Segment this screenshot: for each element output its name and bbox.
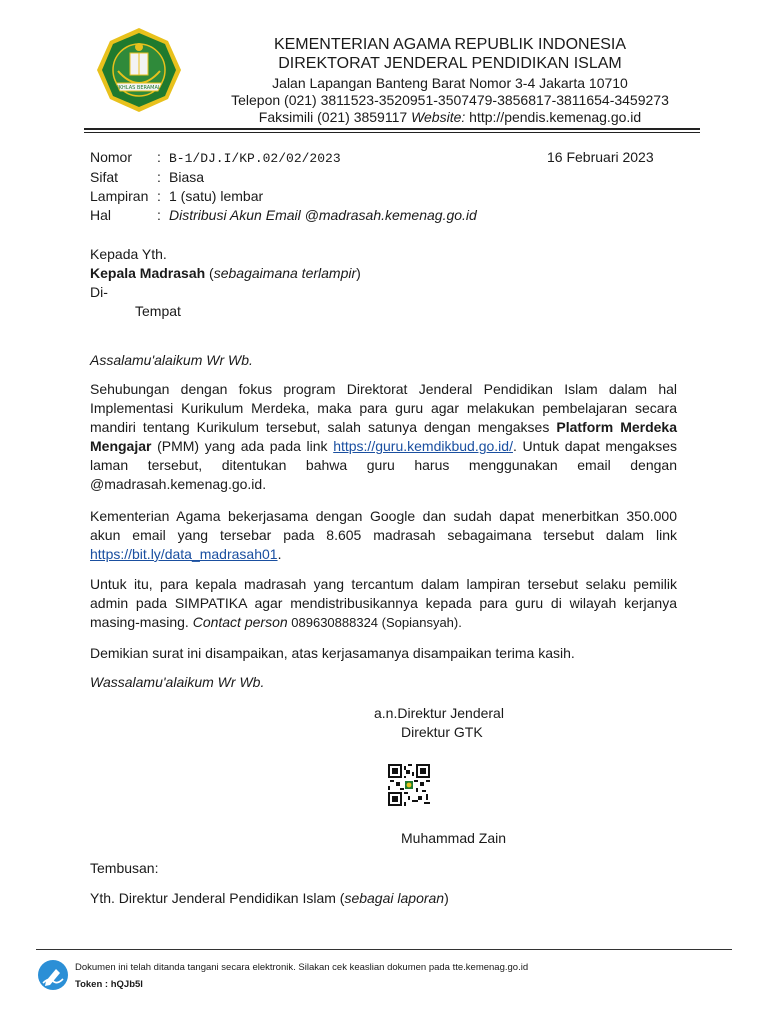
- contact-person-label: Contact person: [192, 614, 288, 630]
- footer-token: Token : hQJb5l: [75, 979, 143, 990]
- website-label: Website:: [411, 109, 466, 125]
- meta-sifat: Sifat : Biasa: [90, 169, 205, 185]
- website-url[interactable]: http://pendis.kemenag.go.id: [465, 109, 642, 125]
- recipient-line: Kepala Madrasah (sebagaimana terlampir): [90, 265, 361, 281]
- meta-lampiran: Lampiran : 1 (satu) lembar: [90, 188, 264, 204]
- fax-website-line: [200, 109, 700, 126]
- pmm-bold: Platform Merdeka Mengajar: [90, 419, 677, 454]
- fax-text: Faksimili (021) 3859117: [258, 109, 412, 125]
- nomor-label: Nomor: [90, 149, 133, 165]
- lampiran-value: 1 (satu) lembar: [169, 188, 264, 204]
- footer-rule: [36, 949, 732, 950]
- ministry-name: KEMENTERIAN AGAMA REPUBLIK INDONESIA: [273, 36, 627, 53]
- salam-closing: Wassalamu'alaikum Wr Wb.: [90, 674, 265, 690]
- paragraph-2: Kementerian Agama bekerjasama dengan Google dan sudah dapat menerbitkan 350.000 akun email yang tersebar pada 8.605 madrasah sebagaimana tersebut dalam link https://bit.ly/data_madrasah01.: [90, 508, 677, 562]
- signature-an: a.n.Direktur Jenderal: [374, 705, 504, 721]
- signature-position: Direktur GTK: [401, 724, 483, 740]
- recipient-title: Kepala Madrasah: [90, 265, 206, 281]
- header-rule: [84, 128, 700, 130]
- salam-opening: Assalamu'alaikum Wr Wb.: [90, 352, 253, 368]
- header-rule-thin: [84, 132, 700, 133]
- tembusan-item: Yth. Direktur Jenderal Pendidikan Islam (sebagai laporan): [90, 890, 449, 906]
- letter-date: 16 Februari 2023: [547, 149, 654, 165]
- paragraph-4: Demikian surat ini disampaikan, atas kerjasamanya disampaikan terima kasih.: [90, 645, 575, 661]
- directorate-name: DIREKTORAT JENDERAL PENDIDIKAN ISLAM: [278, 55, 622, 72]
- footer-note: Dokumen ini telah ditanda tangani secara elektronik. Silakan cek keaslian dokumen pada tte.kemenag.go.id: [75, 962, 529, 973]
- paragraph-3: Untuk itu, para kepala madrasah yang tercantum dalam lampiran tersebut selaku pemilik admin pada SIMPATIKA agar mendistribusikannya kepada para guru di wilayah kerjanya masing-masing. Contact person 089630888324 (Sopiansyah).: [90, 576, 677, 630]
- address-line: Jalan Lapangan Banteng Barat Nomor 3-4 Jakarta 10710: [272, 75, 628, 91]
- data-madrasah-link[interactable]: https://bit.ly/data_madrasah01: [90, 546, 278, 562]
- contact-person-value: 089630888324 (Sopiansyah).: [287, 615, 462, 630]
- tembusan-label: Tembusan:: [90, 860, 159, 876]
- sifat-value: Biasa: [169, 169, 205, 185]
- logo-caption: IKHLAS BERAMAL: [117, 85, 161, 91]
- recipient-note: sebagaimana terlampir: [213, 265, 357, 281]
- phone-line: Telepon (021) 3811523-3520951-3507479-3856817-3811654-3459273: [231, 92, 669, 108]
- e-signature-icon: [37, 959, 69, 991]
- meta-hal: Hal : Distribusi Akun Email @madrasah.kemenag.go.id: [90, 207, 477, 223]
- nomor-value: B-1/DJ.I/KP.02/02/2023: [169, 151, 341, 166]
- meta-nomor: Nomor : B-1/DJ.I/KP.02/02/2023: [90, 149, 341, 166]
- qr-code-icon: [388, 764, 430, 806]
- paragraph-1: Sehubungan dengan fokus program Direktorat Jenderal Pendidikan Islam dalam hal Implementasi Kurikulum Merdeka, maka para guru agar melakukan pembelajaran secara mandiri tentang Kurikulum tersebut, salah satunya dengan mengakses Platform Merdeka Mengajar (PMM) yang ada pada link https://guru.kemdikbud.go.id/. Untuk dapat mengakses laman tersebut, ditentukan bahwa guru harus menggunakan email dengan @madrasah.kemenag.go.id.: [90, 381, 677, 492]
- signatory-name: Muhammad Zain: [401, 830, 507, 846]
- di-line: Di-: [90, 284, 108, 300]
- hal-value: Distribusi Akun Email @madrasah.kemenag.go.id: [169, 207, 477, 223]
- kemenag-logo: [94, 25, 184, 115]
- tempat-line: Tempat: [135, 303, 181, 319]
- pmm-link[interactable]: https://guru.kemdikbud.go.id/: [333, 438, 513, 454]
- kepada-line: Kepada Yth.: [90, 246, 167, 262]
